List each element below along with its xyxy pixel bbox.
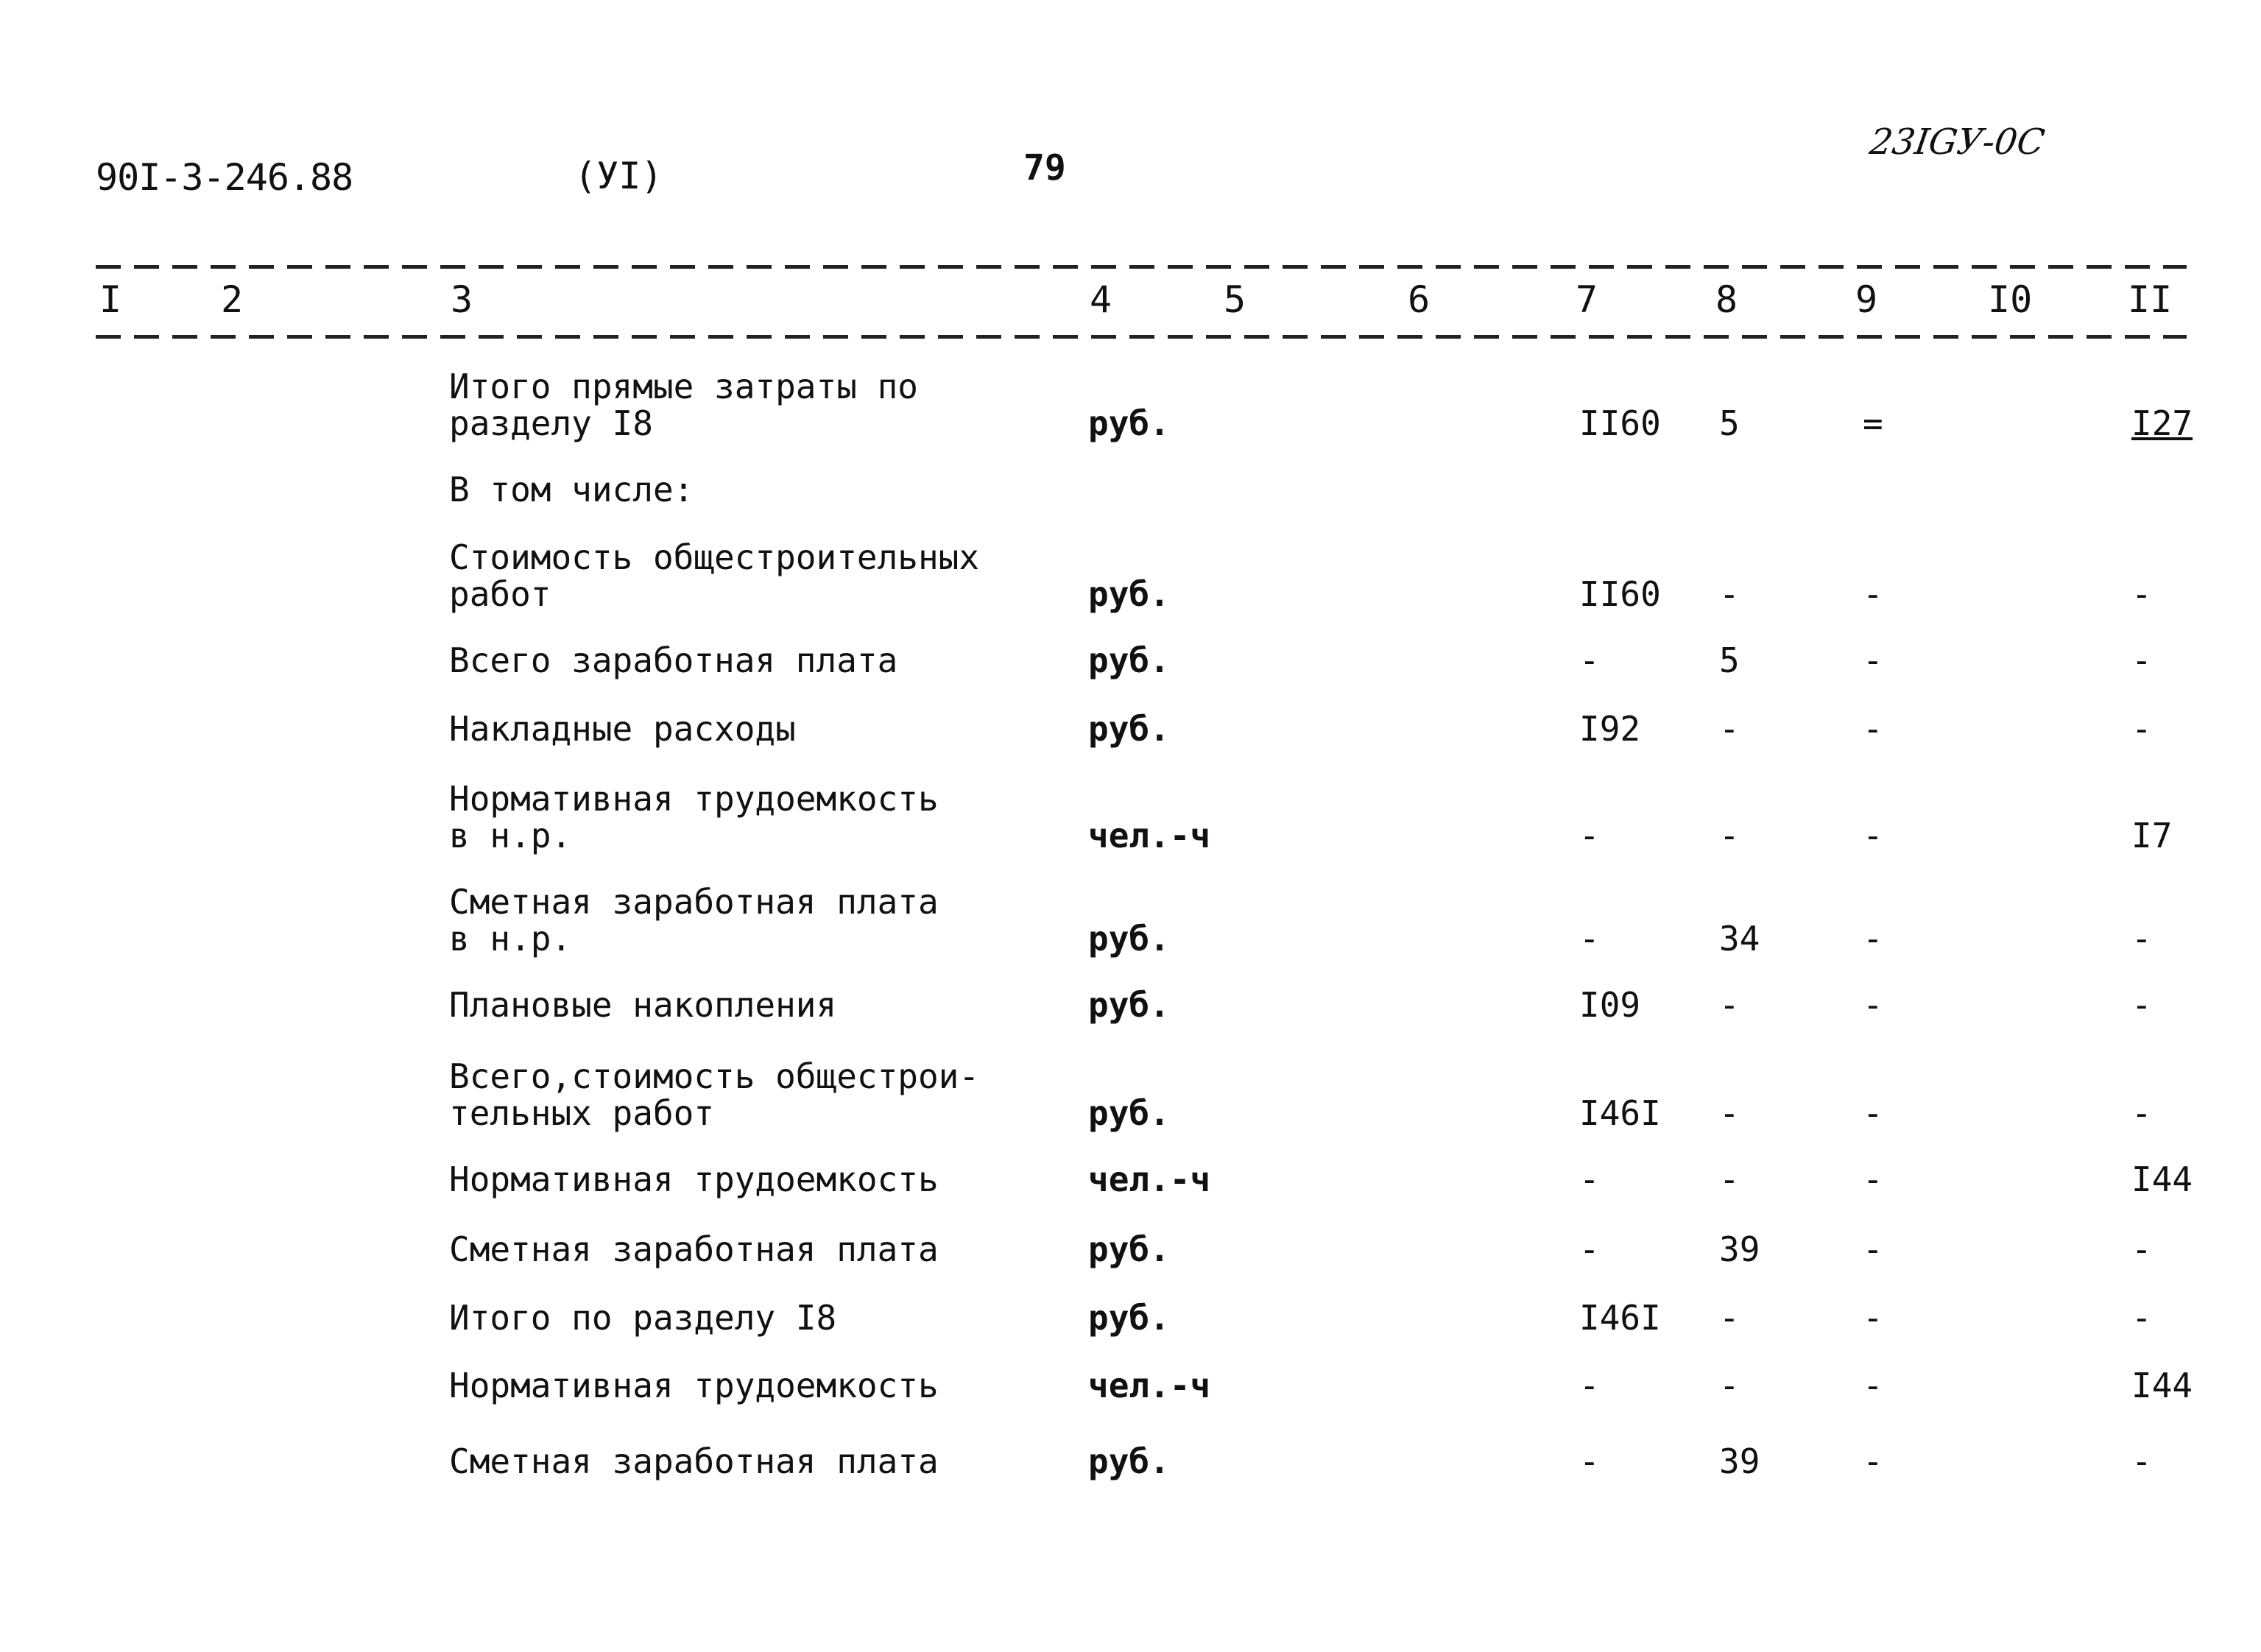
col9-cell: - xyxy=(1863,919,1883,959)
row-label: В том числе: xyxy=(449,470,694,509)
col9-cell: - xyxy=(1863,640,1883,680)
column-number-6: 6 xyxy=(1408,278,1431,321)
unit-cell: руб. xyxy=(1088,1298,1170,1338)
column-number-1: I xyxy=(99,278,122,321)
row-label: Итого по разделу I8 xyxy=(449,1298,837,1338)
col11-cell: - xyxy=(2131,1298,2152,1338)
col9-cell: - xyxy=(1863,985,1883,1025)
row-label: Нормативная трудоемкость xyxy=(449,779,939,819)
col8-cell: - xyxy=(1719,709,1740,749)
row-label: Сметная заработная плата xyxy=(449,882,939,922)
row-label: Накладные расходы xyxy=(449,709,796,749)
col7-cell: - xyxy=(1579,640,1600,680)
table-top-rule xyxy=(96,265,2187,269)
col8-cell: 5 xyxy=(1719,403,1740,443)
unit-cell: руб. xyxy=(1088,985,1170,1025)
unit-cell: руб. xyxy=(1088,709,1170,749)
handwritten-stamp: 23IGУ-0С xyxy=(1867,121,2047,163)
col9-cell: - xyxy=(1863,1298,1883,1338)
row-label: Сметная заработная плата xyxy=(449,1441,939,1481)
row-label: работ xyxy=(449,574,551,614)
col9-cell: - xyxy=(1863,574,1883,614)
col8-cell: - xyxy=(1719,1093,1740,1133)
col11-cell: - xyxy=(2131,919,2152,959)
col8-cell: 39 xyxy=(1719,1229,1760,1269)
unit-cell: руб. xyxy=(1088,574,1170,614)
col9-cell: - xyxy=(1863,816,1883,855)
col9-cell: - xyxy=(1863,709,1883,749)
col11-cell: I44 xyxy=(2131,1159,2193,1199)
row-label: Нормативная трудоемкость xyxy=(449,1159,939,1199)
col8-cell: - xyxy=(1719,1298,1740,1338)
column-number-8: 8 xyxy=(1715,278,1738,321)
col8-cell: - xyxy=(1719,574,1740,614)
col8-cell: - xyxy=(1719,985,1740,1025)
unit-cell: руб. xyxy=(1088,919,1170,959)
col7-cell: I46I xyxy=(1579,1298,1661,1338)
col11-cell: - xyxy=(2131,709,2152,749)
col11-cell: I44 xyxy=(2131,1366,2193,1405)
unit-cell: руб. xyxy=(1088,640,1170,680)
col11-cell: - xyxy=(2131,1093,2152,1133)
col7-cell: I09 xyxy=(1579,985,1641,1025)
column-number-10: I0 xyxy=(1988,278,2033,321)
table-header-rule xyxy=(96,335,2187,339)
column-number-7: 7 xyxy=(1576,278,1598,321)
column-number-3: 3 xyxy=(451,278,473,321)
section-number: (УI) xyxy=(574,155,663,197)
col7-cell: I92 xyxy=(1579,709,1641,749)
col11-cell: - xyxy=(2131,1229,2152,1269)
unit-cell: чел.-ч xyxy=(1088,1159,1211,1199)
col8-cell: 5 xyxy=(1719,640,1740,680)
col9-cell: - xyxy=(1863,1229,1883,1269)
column-number-11: II xyxy=(2128,278,2173,321)
col11-cell: - xyxy=(2131,1441,2152,1481)
col9-cell: = xyxy=(1863,403,1883,443)
col8-cell: - xyxy=(1719,1366,1740,1405)
col7-cell: - xyxy=(1579,1441,1600,1481)
page-number: 79 xyxy=(1023,147,1066,188)
col8-cell: - xyxy=(1719,816,1740,855)
column-number-5: 5 xyxy=(1224,278,1246,321)
unit-cell: чел.-ч xyxy=(1088,1366,1211,1405)
col7-cell: - xyxy=(1579,1366,1600,1405)
col7-cell: II60 xyxy=(1579,574,1661,614)
unit-cell: руб. xyxy=(1088,1229,1170,1269)
row-label: Плановые накопления xyxy=(449,985,837,1025)
row-label: Нормативная трудоемкость xyxy=(449,1366,939,1405)
col9-cell: - xyxy=(1863,1159,1883,1199)
row-label: Всего,стоимость общестрои- xyxy=(449,1056,980,1096)
col7-cell: II60 xyxy=(1579,403,1661,443)
col8-cell: - xyxy=(1719,1159,1740,1199)
col8-cell: 39 xyxy=(1719,1441,1760,1481)
row-label: Всего заработная плата xyxy=(449,640,898,680)
col11-cell: I27 xyxy=(2131,403,2193,443)
col11-cell: - xyxy=(2131,640,2152,680)
col8-cell: 34 xyxy=(1719,919,1760,959)
column-number-4: 4 xyxy=(1090,278,1112,321)
col11-cell: I7 xyxy=(2131,816,2173,855)
col9-cell: - xyxy=(1863,1441,1883,1481)
unit-cell: руб. xyxy=(1088,1093,1170,1133)
row-label: в н.р. xyxy=(449,919,572,959)
col9-cell: - xyxy=(1863,1366,1883,1405)
col7-cell: - xyxy=(1579,816,1600,855)
row-label: Стоимость общестроительных xyxy=(449,537,980,577)
unit-cell: руб. xyxy=(1088,403,1170,443)
unit-cell: руб. xyxy=(1088,1441,1170,1481)
col11-cell: - xyxy=(2131,574,2152,614)
row-label: Сметная заработная плата xyxy=(449,1229,939,1269)
column-number-9: 9 xyxy=(1855,278,1878,321)
col7-cell: - xyxy=(1579,1229,1600,1269)
col9-cell: - xyxy=(1863,1093,1883,1133)
unit-cell: чел.-ч xyxy=(1088,816,1211,855)
row-label: разделу I8 xyxy=(449,403,653,443)
col11-cell: - xyxy=(2131,985,2152,1025)
column-number-2: 2 xyxy=(221,278,244,321)
row-label: в н.р. xyxy=(449,816,572,855)
col7-cell: - xyxy=(1579,1159,1600,1199)
row-label: тельных работ xyxy=(449,1093,715,1133)
col7-cell: I46I xyxy=(1579,1093,1661,1133)
document-code: 90I-3-246.88 xyxy=(96,156,353,199)
col7-cell: - xyxy=(1579,919,1600,959)
row-label: Итого прямые затраты по xyxy=(449,367,918,406)
